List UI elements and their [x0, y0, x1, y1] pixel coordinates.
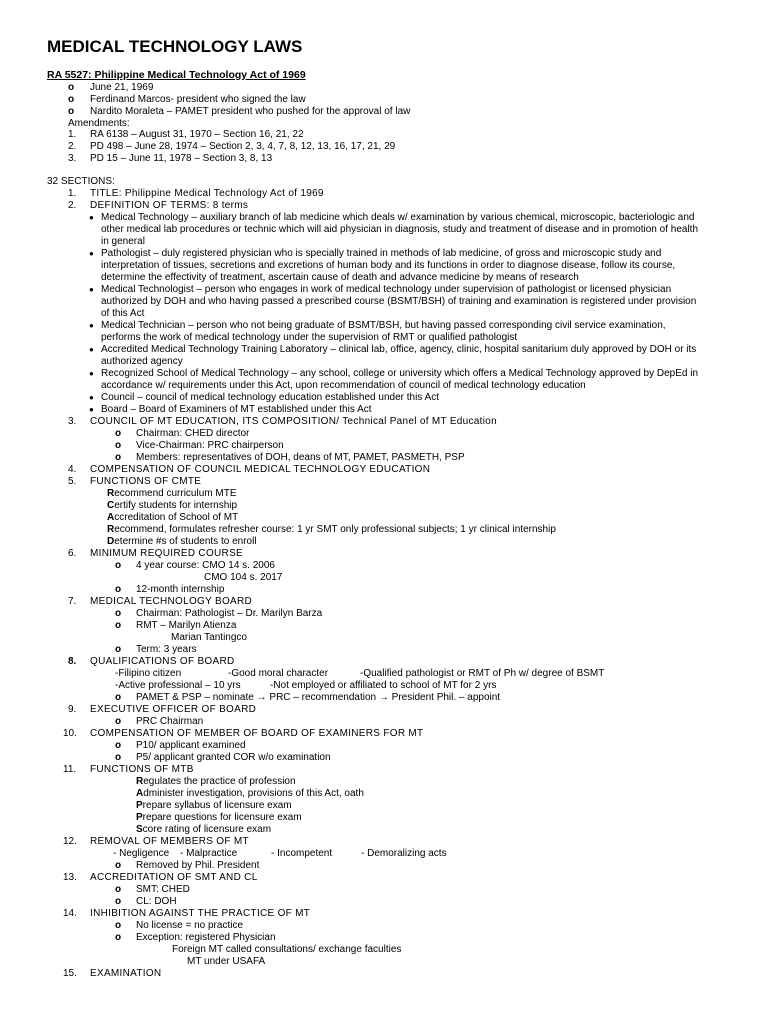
sub-item: Exception: registered Physician — [136, 932, 276, 943]
acronym-rest: core rating of licensure exam — [142, 824, 272, 835]
sections-label: 32 SECTIONS: — [47, 176, 115, 187]
removal-ground: - Negligence — [113, 848, 170, 859]
section-heading: EXAMINATION — [90, 968, 162, 979]
bullet-marker: ● — [89, 249, 94, 258]
list-number: 2. — [68, 141, 77, 152]
sub-item: 4 year course: CMO 14 s. 2006 — [136, 560, 275, 571]
acronym-letter: R — [107, 488, 115, 499]
circle-marker: o — [115, 560, 122, 571]
list-number: 1. — [68, 188, 77, 199]
acronym-line — [136, 812, 302, 824]
circle-marker: o — [115, 896, 122, 907]
section-heading: EXECUTIVE OFFICER OF BOARD — [90, 704, 257, 715]
qualification: -Filipino citizen — [115, 668, 182, 679]
circle-marker: o — [115, 932, 122, 943]
sub-item-continuation: Foreign MT called consultations/ exchange faculties — [172, 944, 402, 955]
qualification: -Active professional – 10 yrs — [115, 680, 241, 691]
acronym-rest: ertify students for internship — [114, 500, 238, 511]
sub-item-continuation: Marian Tantingco — [171, 632, 247, 643]
sub-item: 12-month internship — [136, 584, 225, 595]
circle-marker: o — [115, 452, 122, 463]
removal-ground: - Incompetent — [271, 848, 333, 859]
definition-line: interpretation of tissues, secretions and excretions of human body and its functions in order to diagnose disease, follow its course, — [101, 260, 676, 271]
section-heading: QUALIFICATIONS OF BOARD — [90, 656, 235, 667]
amendment-item: PD 498 – June 28, 1974 – Section 2, 3, 4, 7, 8, 12, 13, 16, 17, 21, 29 — [90, 141, 396, 152]
bullet-marker: ● — [89, 369, 94, 378]
definition-line: Pathologist – duly registered physician who is specially trained in methods of lab medicine, of gross and microscopic study and — [101, 248, 662, 259]
list-number: 2. — [68, 200, 77, 211]
definition-line: accordance w/ requirements under this Act, upon recommendation of council of medical technology education — [101, 380, 586, 391]
section-heading: FUNCTIONS OF CMTE — [90, 476, 202, 487]
definition-line: Medical Technology – auxiliary branch of lab medicine which deals w/ examination by various chemical, microscopic, bacteriologic and — [101, 212, 695, 223]
acronym-letter: R — [136, 776, 144, 787]
section-heading: COUNCIL OF MT EDUCATION, ITS COMPOSITION/ Technical Panel of MT Education — [90, 416, 497, 427]
acronym-letter: C — [107, 500, 115, 511]
sub-item: Removed by Phil. President — [136, 860, 260, 871]
acronym-letter: P — [136, 812, 143, 823]
definition-line: Council – council of medical technology education established under this Act — [101, 392, 439, 403]
acronym-line — [136, 800, 292, 812]
list-number: 6. — [68, 548, 77, 559]
section-heading: MINIMUM REQUIRED COURSE — [90, 548, 244, 559]
list-number: 1. — [68, 129, 77, 140]
definition-line: in general — [101, 236, 145, 247]
bullet-marker: ● — [89, 213, 94, 222]
acronym-letter: S — [136, 824, 143, 835]
acronym-line — [107, 500, 237, 512]
sub-item: P10/ applicant examined — [136, 740, 246, 751]
sub-item-continuation: CMO 104 s. 2017 — [204, 572, 283, 583]
sub-item: Chairman: CHED director — [136, 428, 250, 439]
circle-marker: o — [115, 752, 122, 763]
amendments-label: Amendments: — [68, 118, 130, 129]
list-number: 8. — [68, 656, 77, 667]
amendment-item: PD 15 – June 11, 1978 – Section 3, 8, 13 — [90, 153, 273, 164]
circle-marker: o — [115, 716, 122, 727]
acronym-rest: repare questions for licensure exam — [142, 812, 302, 823]
definition-line: performs the work of medical technology under the supervision of RMT or qualified pathologist — [101, 332, 518, 343]
acronym-rest: repare syllabus of licensure exam — [142, 800, 292, 811]
acronym-letter: A — [107, 512, 115, 523]
section-heading: MEDICAL TECHNOLOGY BOARD — [90, 596, 253, 607]
acronym-line — [136, 788, 364, 800]
definition-line: Accredited Medical Technology Training Laboratory – clinical lab, office, agency, clinic, hospital sanitarium duly approved by DOH or its — [101, 344, 697, 355]
bullet-marker: ● — [89, 393, 94, 402]
list-number: 14. — [63, 908, 77, 919]
list-number: 15. — [63, 968, 77, 979]
list-number: 4. — [68, 464, 77, 475]
sub-item: Term: 3 years — [136, 644, 197, 655]
section-heading: DEFINITION OF TERMS: 8 terms — [90, 200, 249, 211]
definition-line: Board – Board of Examiners of MT established under this Act — [101, 404, 372, 415]
list-number: 13. — [63, 872, 77, 883]
sub-item: P5/ applicant granted COR w/o examination — [136, 752, 331, 763]
sub-item: PRC Chairman — [136, 716, 204, 727]
sub-item: No license = no practice — [136, 920, 244, 931]
list-number: 9. — [68, 704, 77, 715]
circle-marker: o — [115, 440, 122, 451]
acronym-letter: A — [136, 788, 144, 799]
bullet-marker: ● — [89, 285, 94, 294]
acronym-letter: D — [107, 536, 115, 547]
circle-marker: o — [68, 106, 75, 117]
circle-marker: o — [115, 584, 122, 595]
amendment-item: RA 6138 – August 31, 1970 – Section 16, 21, 22 — [90, 129, 304, 140]
acronym-rest: etermine #s of students to enroll — [114, 536, 257, 547]
law-fact: Nardito Moraleta – PAMET president who pushed for the approval of law — [90, 106, 411, 117]
circle-marker: o — [115, 740, 122, 751]
circle-marker: o — [115, 608, 122, 619]
circle-marker: o — [115, 692, 122, 703]
circle-marker: o — [68, 94, 75, 105]
removal-ground: - Demoralizing acts — [361, 848, 447, 859]
section-heading: FUNCTIONS OF MTB — [90, 764, 194, 775]
section-heading: INHIBITION AGAINST THE PRACTICE OF MT — [90, 908, 311, 919]
qualification: -Not employed or affiliated to school of MT for 2 yrs — [270, 680, 497, 691]
acronym-line — [107, 536, 257, 548]
list-number: 5. — [68, 476, 77, 487]
acronym-rest: ecommend curriculum MTE — [114, 488, 237, 499]
bullet-marker: ● — [89, 321, 94, 330]
list-number: 3. — [68, 416, 77, 427]
section-heading: REMOVAL OF MEMBERS OF MT — [90, 836, 249, 847]
qualification: -Good moral character — [228, 668, 329, 679]
acronym-line — [136, 776, 296, 788]
acronym-line — [107, 512, 238, 524]
bullet-marker: ● — [89, 405, 94, 414]
circle-marker: o — [115, 860, 122, 871]
circle-marker: o — [115, 620, 122, 631]
removal-ground: - Malpractice — [180, 848, 238, 859]
definition-line: Medical Technician – person who not being graduate of BSMT/BSH, but having passed corresponding civil service examination, — [101, 320, 666, 331]
section-heading: ACCREDITATION OF SMT AND CL — [90, 872, 258, 883]
list-number: 3. — [68, 153, 77, 164]
sub-item: RMT – Marilyn Atienza — [136, 620, 237, 631]
definition-line: Medical Technologist – person who engages in work of medical technology under supervision of pathologist or licensed physician — [101, 284, 672, 295]
sub-item: CL: DOH — [136, 896, 177, 907]
section-heading: COMPENSATION OF MEMBER OF BOARD OF EXAMINERS FOR MT — [90, 728, 424, 739]
section-heading: COMPENSATION OF COUNCIL MEDICAL TECHNOLOGY EDUCATION — [90, 464, 431, 475]
acronym-line — [107, 488, 237, 500]
sub-item: Members: representatives of DOH, deans of MT, PAMET, PASMETH, PSP — [136, 452, 465, 463]
circle-marker: o — [115, 644, 122, 655]
bullet-marker: ● — [89, 345, 94, 354]
definition-line: authorized by DOH and who having passed a prescribed course (BSMT/BSH) of training and examination is registered under provision — [101, 296, 697, 307]
law-fact: Ferdinand Marcos- president who signed the law — [90, 94, 306, 105]
sub-item: Vice-Chairman: PRC chairperson — [136, 440, 284, 451]
acronym-letter: R — [107, 524, 115, 535]
acronym-rest: ecommend, formulates refresher course: 1 yr SMT only professional subjects; 1 yr clinical internship — [114, 524, 556, 535]
list-number: 11. — [63, 764, 77, 775]
acronym-letter: P — [136, 800, 143, 811]
acronym-rest: dminister investigation, provisions of this Act, oath — [143, 788, 364, 799]
circle-marker: o — [115, 428, 122, 439]
circle-marker: o — [68, 82, 75, 93]
acronym-rest: ccreditation of School of MT — [114, 512, 239, 523]
sub-item: SMT: CHED — [136, 884, 190, 895]
acronym-rest: egulates the practice of profession — [143, 776, 296, 787]
definition-line: of this Act — [101, 308, 145, 319]
acronym-line — [136, 824, 271, 836]
sub-item: Chairman: Pathologist – Dr. Marilyn Barza — [136, 608, 323, 619]
law-heading: RA 5527: Philippine Medical Technology Act of 1969 — [47, 69, 306, 81]
sub-item-continuation: MT under USAFA — [187, 956, 266, 967]
definition-line: Recognized School of Medical Technology – any school, college or university which offers a Medical Technology approved by DepEd in — [101, 368, 699, 379]
qualification: -Qualified pathologist or RMT of Ph w/ degree of BSMT — [360, 668, 605, 679]
list-number: 7. — [68, 596, 77, 607]
section-heading: TITLE: Philippine Medical Technology Act of 1969 — [90, 188, 324, 199]
appointment-flow: PAMET & PSP – nominate → PRC – recommendation → President Phil. – appoint — [136, 692, 501, 703]
circle-marker: o — [115, 884, 122, 895]
definition-line: determine the effectivity of treatment, ascertain cause of death and advance medicine by means of research — [101, 272, 579, 283]
definition-line: other medical lab procedures or technic which will aid physician in diagnosis, study and treatment of disease and in promotion of health — [101, 224, 699, 235]
page-title: MEDICAL TECHNOLOGY LAWS — [47, 37, 303, 56]
circle-marker: o — [115, 920, 122, 931]
list-number: 12. — [63, 836, 77, 847]
law-fact: June 21, 1969 — [90, 82, 154, 93]
acronym-line — [107, 524, 556, 536]
list-number: 10. — [63, 728, 77, 739]
definition-line: authorized agency — [101, 356, 183, 367]
